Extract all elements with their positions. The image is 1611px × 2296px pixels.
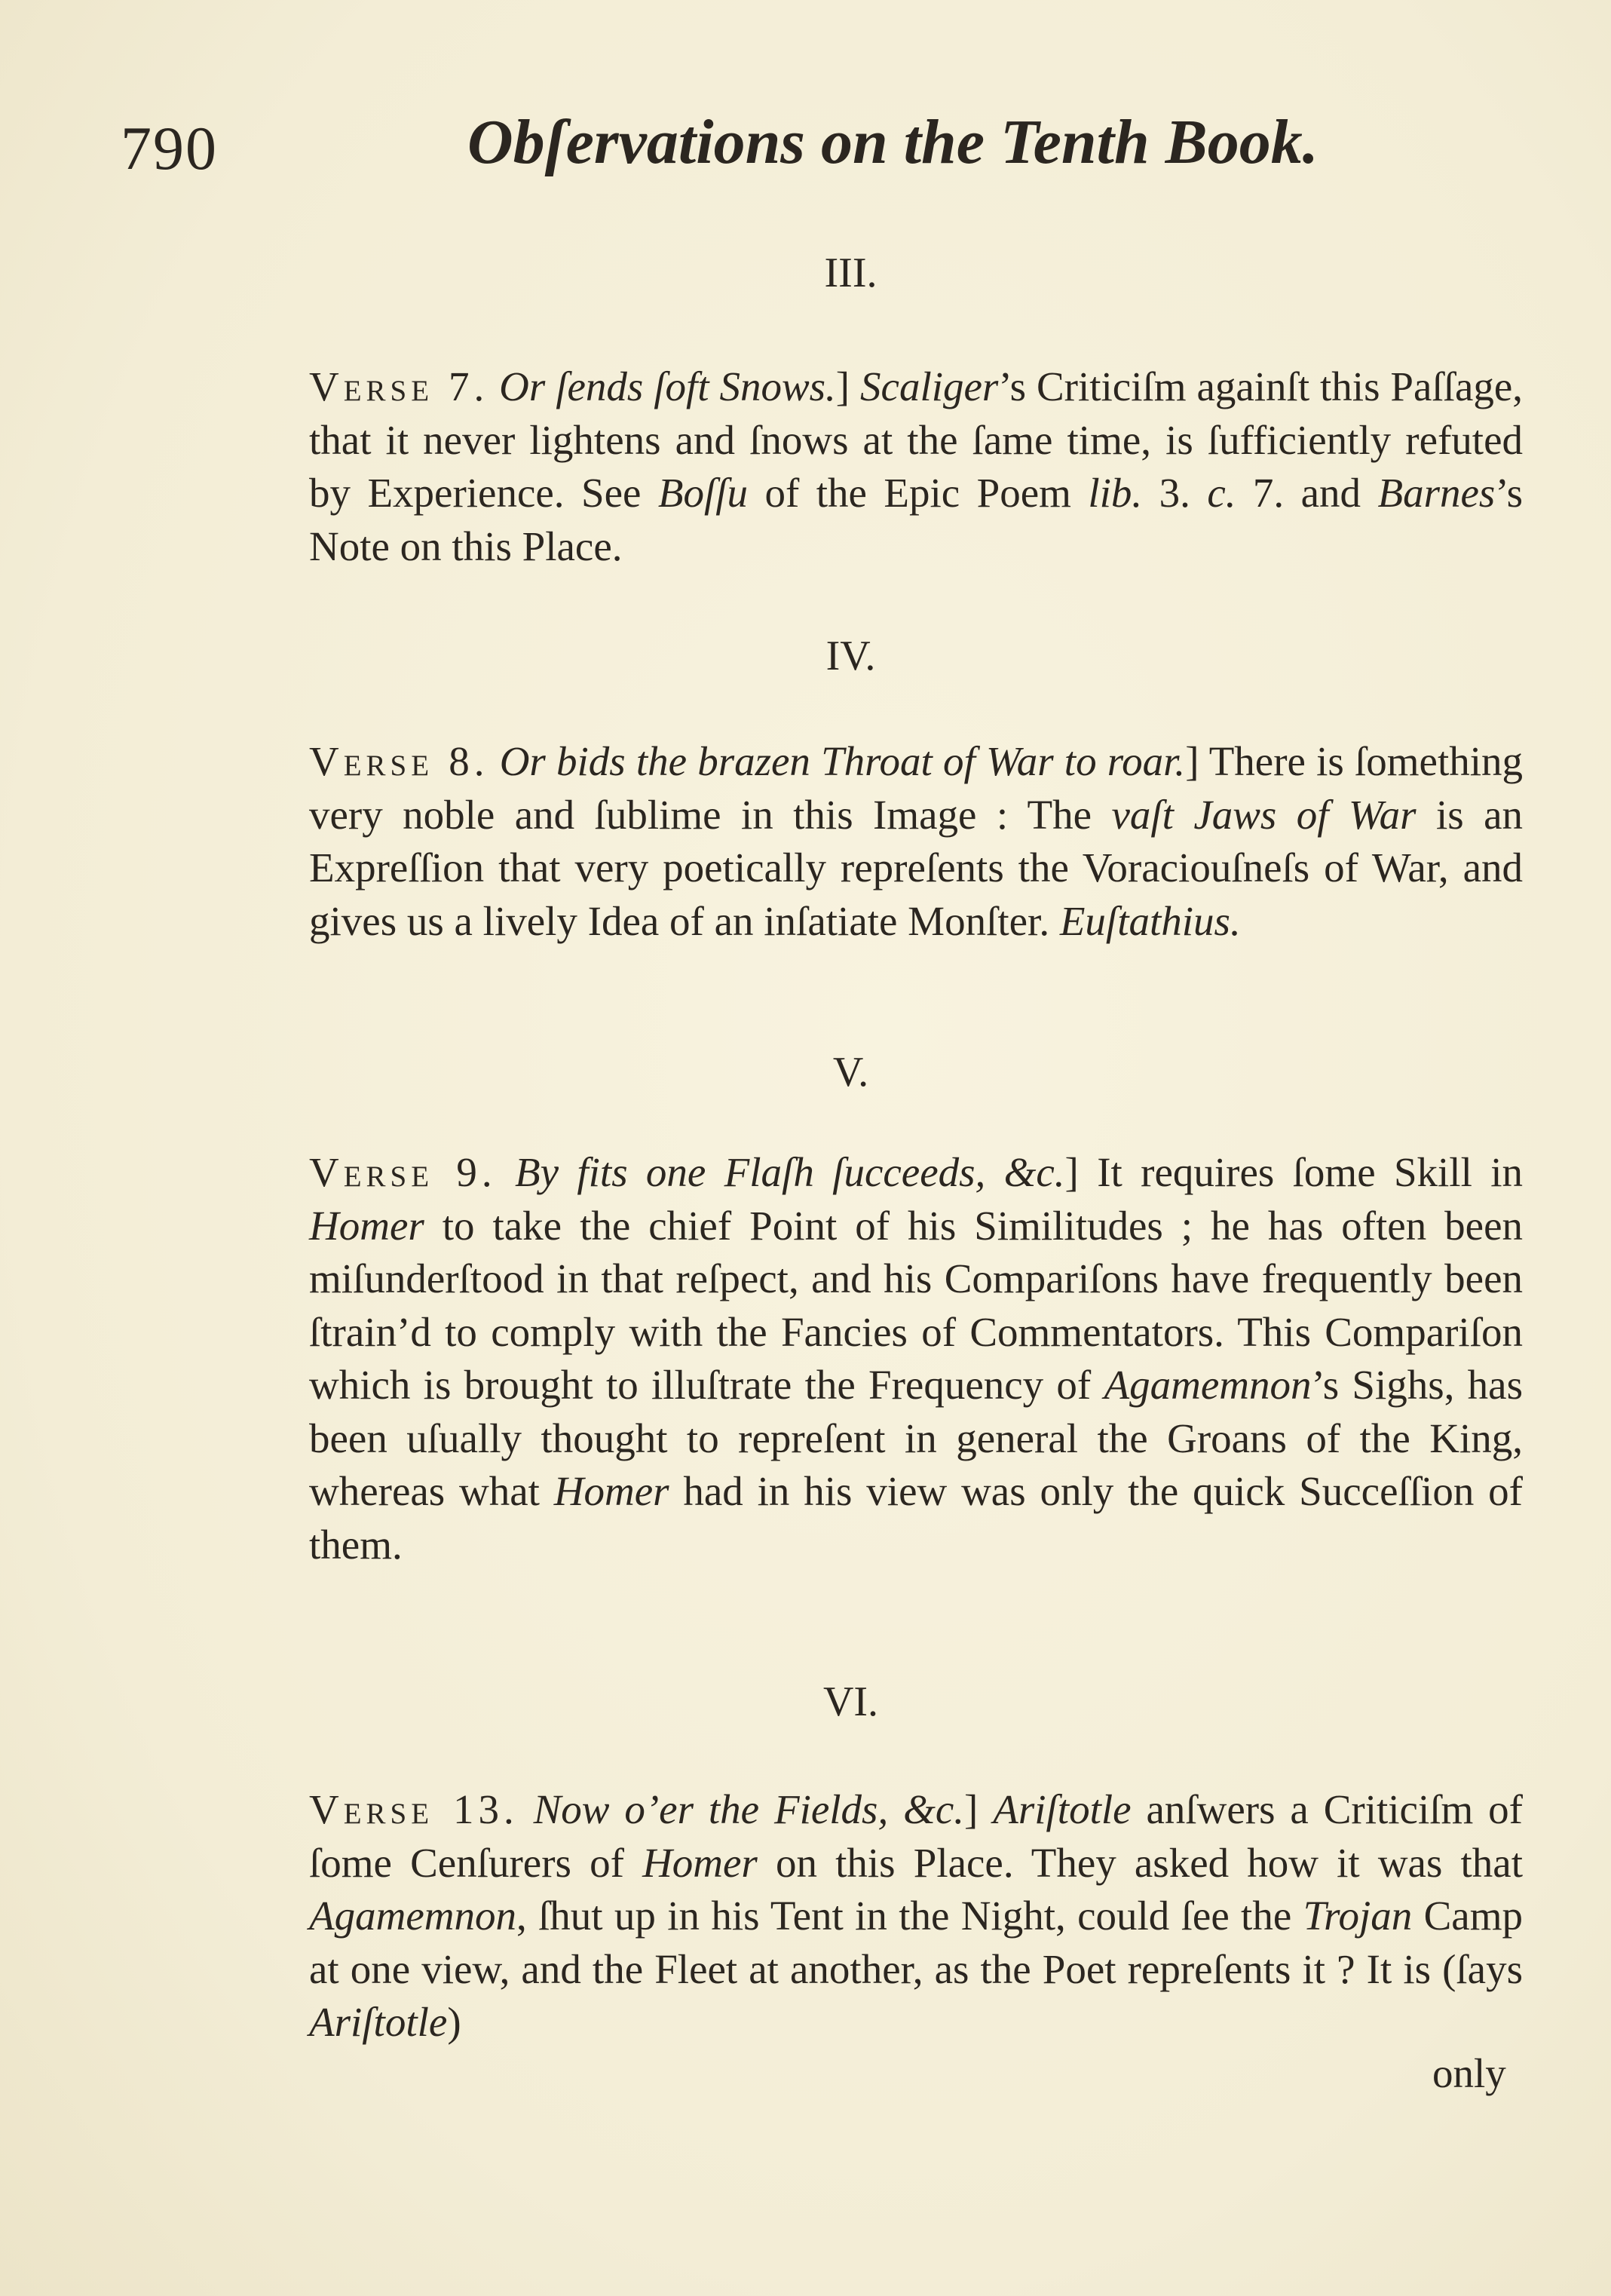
lemma: By fits one Flaſh ſucceeds, &c.: [515, 1149, 1065, 1195]
text-run: to take the chief Point of his Similitudes ; he has often been miſunderſtood in that reſpect, and his Compariſons have frequently been ſtrain’d to comply with the Fancies of Commentators. This Compariſon which is brought to illuſtrate the Frequency of: [309, 1202, 1523, 1408]
verse-label: Verse 7.: [309, 363, 489, 409]
italic-run: Ariſtotle: [309, 1999, 448, 2045]
italic-run: Scaliger: [860, 363, 999, 409]
note-body: [309, 363, 1523, 569]
lemma-bracket: ]: [835, 363, 850, 409]
italic-run: Ariſtotle: [993, 1786, 1132, 1832]
italic-run: Euſtathius.: [1059, 897, 1241, 944]
section-numeral: V.: [832, 1049, 869, 1096]
text-run: 3.: [1142, 470, 1208, 516]
italic-run: vaſt Jaws of War: [1111, 791, 1417, 838]
text-run: There is ſomething very noble and ſublime in this Image : The: [309, 738, 1524, 838]
verse-label: Verse 8.: [309, 738, 489, 784]
text-run: anſwers a Criticiſm of ſome Cenſurers of: [309, 1786, 1524, 1886]
italic-run: Barnes: [1377, 470, 1496, 516]
page-number: 790: [121, 114, 218, 182]
lemma-bracket: ]: [1185, 738, 1199, 784]
section-numeral: IV.: [825, 633, 876, 679]
verse-label: Verse 9.: [309, 1149, 497, 1195]
running-title: Obſervations on the Tenth Book.: [467, 107, 1319, 177]
text-run: ’s Sighs, has been uſually thought to repreſent in general the Groans of the King, whereas what: [309, 1362, 1523, 1514]
text-run: is an Expreſſion that very poetically repreſents the Voraciouſneſs of War, and gives us a lively Idea of an inſatiate Monſter.: [309, 791, 1523, 944]
catchword: only: [1432, 2050, 1506, 2096]
lemma: Or bids the brazen Throat of War to roar.: [499, 738, 1186, 784]
text-run: ’s Criticiſm againſt this Paſſage, that it never lightens and ſnows at the ſame time, is ſufficiently refuted by Experience. See: [309, 363, 1524, 516]
italic-run: lib.: [1088, 470, 1143, 516]
section-numeral: VI.: [822, 1678, 879, 1725]
italic-run: Trojan: [1303, 1893, 1413, 1939]
text-run: ): [447, 1999, 461, 2045]
italic-run: c.: [1207, 470, 1236, 516]
note-paragraph: [309, 1146, 1523, 1571]
text-run: had in his view was only the quick Succeſſion of them.: [309, 1468, 1523, 1568]
note-paragraph: [309, 360, 1523, 573]
section-numeral: III.: [824, 250, 877, 296]
italic-run: Homer: [553, 1468, 669, 1514]
verse-label: Verse 13.: [309, 1786, 519, 1832]
note-paragraph: [309, 1783, 1523, 2049]
italic-run: Homer: [309, 1202, 424, 1249]
text-run: Camp at one view, and the Fleet at another, as the Poet repreſents it ? It is (ſays: [309, 1893, 1523, 1992]
note-paragraph: [309, 735, 1523, 948]
italic-run: Boſſu: [657, 470, 749, 516]
note-body: [309, 1149, 1523, 1568]
lemma: Now o’er the Fields, &c.: [533, 1786, 965, 1832]
text-run: , ſhut up in his Tent in the Night, could ſee the: [516, 1893, 1303, 1939]
italic-run: Agamemnon: [1104, 1362, 1312, 1408]
lemma-bracket: ]: [1064, 1149, 1079, 1195]
text-run: of the Epic Poem: [748, 470, 1089, 516]
text-run: 7. and: [1236, 470, 1378, 516]
lemma: Or ſends ſoft Snows.: [499, 363, 836, 409]
text-run: ’s Note on this Place.: [309, 470, 1524, 569]
italic-run: Agamemnon: [309, 1893, 516, 1939]
text-run: on this Place. They asked how it was that: [757, 1839, 1523, 1886]
lemma-bracket: ]: [964, 1786, 979, 1832]
italic-run: Homer: [642, 1839, 758, 1886]
text-run: It requires ſome Skill in: [1097, 1149, 1523, 1195]
